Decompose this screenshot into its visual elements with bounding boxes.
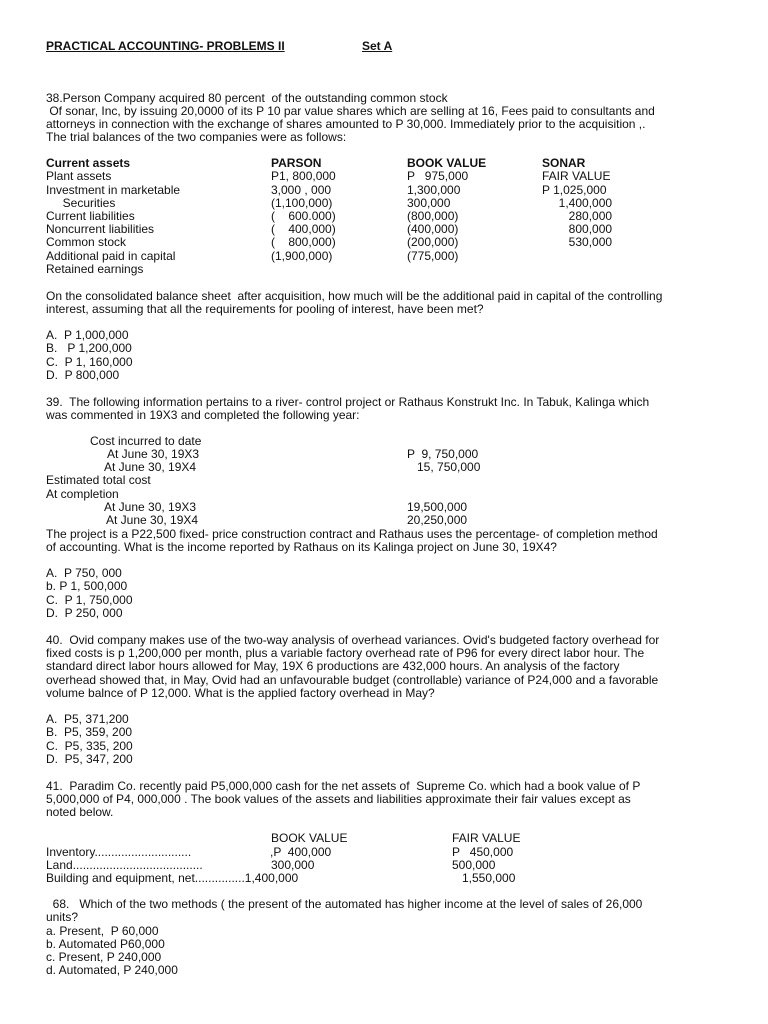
answer-choice: a. Present, P 60,000 xyxy=(46,924,159,938)
q38-text-line: attorneys in connection with the exchange of shares amounted to P 30,000. Immediately prior to the acquisition ,. xyxy=(46,117,646,131)
answer-choice: A. P 1,000,000 xyxy=(46,328,129,342)
answer-choice: C. P 1, 750,000 xyxy=(46,593,133,607)
table-cell: 3,000 , 000 xyxy=(271,183,332,197)
q39-row-label: At June 30, 19X3 xyxy=(104,500,197,514)
q41-column-header: FAIR VALUE xyxy=(452,831,521,845)
q38-text-line: 38.Person Company acquired 80 percent of the outstanding common stock xyxy=(46,91,448,105)
q39-row-label: At June 30, 19X3 xyxy=(107,447,200,461)
q41-text-line: noted below. xyxy=(46,805,114,819)
q38-text-line: Of sonar, Inc, by issuing 20,0000 of its P 10 par value shares which are selling at 16, Fees paid to consultants and xyxy=(46,104,655,118)
table-cell: P 1,025,000 xyxy=(542,183,607,197)
answer-choice: d. Automated, P 240,000 xyxy=(46,963,178,977)
answer-choice: A. P5, 371,200 xyxy=(46,712,129,726)
q38-question-line: interest, assuming that all the requirements for pooling of interest, have been met? xyxy=(46,302,484,316)
answer-choice: C. P5, 335, 200 xyxy=(46,739,133,753)
q41-text-line: 5,000,000 of P4, 000,000 . The book values of the assets and liabilities approximate their fair values except as xyxy=(46,792,631,806)
table-cell: Current liabilities xyxy=(46,209,135,223)
table-cell: 1,400,000 xyxy=(542,196,613,210)
q68-text-line: 68. Which of the two methods ( the present of the automated has higher income at the level of sales of 26,000 xyxy=(46,897,643,911)
q38-table-header: PARSON xyxy=(271,156,322,170)
table-cell: ( 600.000) xyxy=(271,209,336,223)
table-cell: Inventory............................. xyxy=(46,845,192,859)
q41-column-header: BOOK VALUE xyxy=(271,831,348,845)
table-cell: FAIR VALUE xyxy=(542,169,611,183)
table-cell: 280,000 xyxy=(542,209,613,223)
table-cell: ( 400,000) xyxy=(271,222,336,236)
table-cell: ( 800,000) xyxy=(271,235,336,249)
answer-choice: c. Present, P 240,000 xyxy=(46,950,162,964)
q39-row-value: 20,250,000 xyxy=(407,513,468,527)
q39-row-value: 15, 750,000 xyxy=(407,460,481,474)
table-cell: Retained earnings xyxy=(46,262,144,276)
q38-question-line: On the consolidated balance sheet after acquisition, how much will be the additional paid in capital of the controlling xyxy=(46,289,663,303)
table-cell: Common stock xyxy=(46,235,127,249)
table-cell: Securities xyxy=(46,196,116,210)
q38-table-header: Current assets xyxy=(46,156,131,170)
q40-text-line: overhead showed that, in May, Ovid had an unfavourable budget (controllable) variance of P24,000 and a favorable xyxy=(46,673,659,687)
q68-text-line: units? xyxy=(46,910,79,924)
table-cell: ,P 400,000 xyxy=(270,845,332,859)
answer-choice: B. P 1,200,000 xyxy=(46,341,132,355)
q39-row-label: At June 30, 19X4 xyxy=(106,513,199,527)
table-cell: P1, 800,000 xyxy=(271,169,336,183)
answer-choice: D. P 800,000 xyxy=(46,368,120,382)
document-title: PRACTICAL ACCOUNTING- PROBLEMS II xyxy=(46,39,285,53)
q38-text-line: The trial balances of the two companies were as follows: xyxy=(46,130,347,144)
table-cell: 1,300,000 xyxy=(407,183,461,197)
table-cell: 800,000 xyxy=(542,222,613,236)
table-cell: (1,100,000) xyxy=(271,196,333,210)
q41-text-line: 41. Paradim Co. recently paid P5,000,000 cash for the net assets of Supreme Co. which had a book value of P xyxy=(46,779,641,793)
answer-choice: A. P 750, 000 xyxy=(46,566,122,580)
q39-text-line: was commented in 19X3 and completed the following year: xyxy=(46,408,360,422)
table-cell: 1,550,000 xyxy=(452,871,516,885)
answer-choice: b. P 1, 500,000 xyxy=(46,579,128,593)
table-cell: (775,000) xyxy=(407,249,459,263)
q39-row-value: P 9, 750,000 xyxy=(407,447,479,461)
table-cell: (400,000) xyxy=(407,222,459,236)
table-cell: (800,000) xyxy=(407,209,459,223)
table-cell: 300,000 xyxy=(271,858,315,872)
q39-label: At completion xyxy=(46,487,119,501)
q40-text-line: fixed costs is p 1,200,000 per month, plus a variable factory overhead rate of P96 for every direct labor hour. The xyxy=(46,646,645,660)
q40-text-line: 40. Ovid company makes use of the two-way analysis of overhead variances. Ovid's budgeted factory overhead for xyxy=(46,633,660,647)
q40-text-line: volume balnce of P 12,000. What is the applied factory overhead in May? xyxy=(46,686,435,700)
table-cell: (1,900,000) xyxy=(271,249,333,263)
q38-table-header: SONAR xyxy=(542,156,586,170)
table-cell: Building and equipment, net...............1,400,000 xyxy=(46,871,299,885)
answer-choice: b. Automated P60,000 xyxy=(46,937,165,951)
table-cell: P 975,000 xyxy=(407,169,469,183)
table-cell: Land....................................... xyxy=(46,858,203,872)
table-cell: 500,000 xyxy=(452,858,496,872)
table-cell: Additional paid in capital xyxy=(46,249,176,263)
set-label: Set A xyxy=(362,39,393,53)
table-cell: Investment in marketable xyxy=(46,183,181,197)
answer-choice: B. P5, 359, 200 xyxy=(46,725,133,739)
table-cell: Noncurrent liabilities xyxy=(46,222,155,236)
q39-label: Estimated total cost xyxy=(46,473,151,487)
table-cell: Plant assets xyxy=(46,169,112,183)
q38-table-header: BOOK VALUE xyxy=(407,156,487,170)
q40-text-line: standard direct labor hours allowed for May, 19X 6 productions are 432,000 hours. An analysis of the factory xyxy=(46,659,620,673)
table-cell: P 450,000 xyxy=(452,845,514,859)
q39-text-line: 39. The following information pertains to a river- control project or Rathaus Konstrukt Inc. In Tabuk, Kalinga which xyxy=(46,395,650,409)
answer-choice: D. P5, 347, 200 xyxy=(46,752,133,766)
table-cell: (200,000) xyxy=(407,235,459,249)
q39-row-label: At June 30, 19X4 xyxy=(104,460,197,474)
table-cell: 530,000 xyxy=(542,235,613,249)
q39-label: Cost incurred to date xyxy=(90,434,202,448)
q39-row-value: 19,500,000 xyxy=(407,500,468,514)
answer-choice: D. P 250, 000 xyxy=(46,606,123,620)
q39-question-line: of accounting. What is the income reported by Rathaus on its Kalinga project on June 30, 19X4? xyxy=(46,540,557,554)
q39-question-line: The project is a P22,500 fixed- price construction contract and Rathaus uses the percentage- of completion method xyxy=(46,527,658,541)
table-cell: 300,000 xyxy=(407,196,451,210)
answer-choice: C. P 1, 160,000 xyxy=(46,355,133,369)
